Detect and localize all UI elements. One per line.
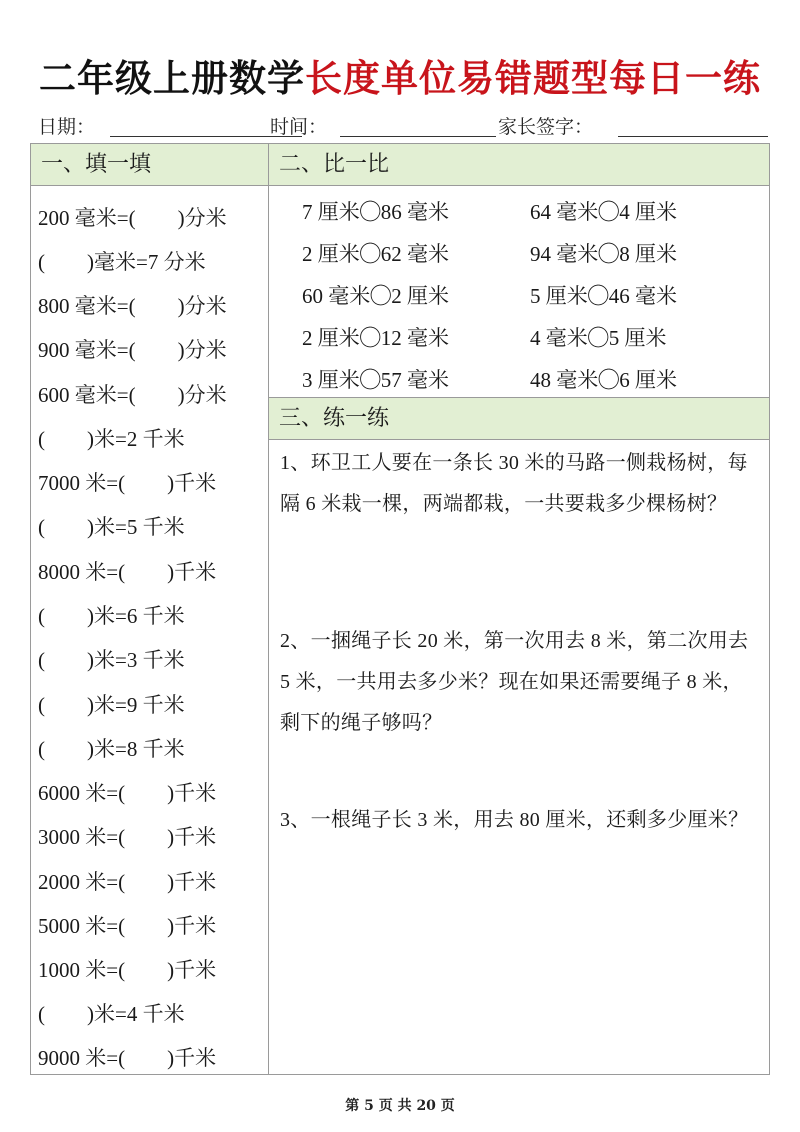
compare-item: 3 厘米◯57 毫米 xyxy=(302,368,449,392)
compare-item: 7 厘米◯86 毫米 xyxy=(302,200,449,224)
fill-item: 8000 米=( )千米 xyxy=(38,560,217,584)
title-topic: 长度单位易错题型每日一练 xyxy=(305,57,761,100)
info-row xyxy=(38,112,768,140)
fill-item: ( )米=5 千米 xyxy=(38,515,185,539)
word-problem: 2、一捆绳子长 20 米，第一次用去 8 米，第二次用去 5 米，一共用去多少米？现在如果还需要绳子 8 米，剩下的绳子够吗？ xyxy=(280,630,749,734)
word-problem: 1、环卫工人要在一条长 30 米的马路一侧栽杨树，每隔 6 米栽一棵，两端都栽，一共要栽多少棵杨树？ xyxy=(280,452,748,515)
parent-signature-field[interactable] xyxy=(618,136,768,137)
fill-item: 200 毫米=( )分米 xyxy=(38,206,227,230)
parent-signature-label: 家长签字： xyxy=(498,116,594,138)
fill-item: 9000 米=( )千米 xyxy=(38,1046,217,1070)
compare-item: 48 毫米◯6 厘米 xyxy=(530,368,677,392)
time-label: 时间： xyxy=(270,116,328,138)
fill-item: ( )毫米=7 分米 xyxy=(38,250,206,274)
fill-item: ( )米=3 千米 xyxy=(38,648,185,672)
compare-item: 94 毫米◯8 厘米 xyxy=(530,242,677,266)
compare-item: 4 毫米◯5 厘米 xyxy=(530,326,667,350)
compare-item: 5 厘米◯46 毫米 xyxy=(530,284,677,308)
fill-item: ( )米=8 千米 xyxy=(38,737,185,761)
fill-item: ( )米=9 千米 xyxy=(38,693,185,717)
fill-item: ( )米=6 千米 xyxy=(38,604,185,628)
word-problem: 3、一根绳子长 3 米，用去 80 厘米，还剩多少厘米？ xyxy=(280,809,749,831)
fill-item: 900 毫米=( )分米 xyxy=(38,338,227,362)
fill-item: 800 毫米=( )分米 xyxy=(38,294,227,318)
fill-item: ( )米=2 千米 xyxy=(38,427,185,451)
fill-item: 6000 米=( )千米 xyxy=(38,781,217,805)
date-label: 日期： xyxy=(38,116,96,138)
compare-item: 2 厘米◯62 毫米 xyxy=(302,242,449,266)
column-divider xyxy=(268,143,269,1075)
fill-item: 1000 米=( )千米 xyxy=(38,958,217,982)
section2-heading: 二、比一比 xyxy=(269,144,769,186)
page-title xyxy=(0,48,800,102)
section1-heading: 一、填一填 xyxy=(31,144,268,186)
time-field[interactable] xyxy=(340,136,496,137)
page-number: 第 5 页 共 20 页 xyxy=(345,1098,455,1114)
fill-item: ( )米=4 千米 xyxy=(38,1002,185,1026)
compare-item: 60 毫米◯2 厘米 xyxy=(302,284,449,308)
section3-heading: 三、练一练 xyxy=(269,398,769,440)
compare-item: 64 毫米◯4 厘米 xyxy=(530,200,677,224)
fill-item: 7000 米=( )千米 xyxy=(38,471,217,495)
compare-item: 2 厘米◯12 毫米 xyxy=(302,326,449,350)
fill-item: 600 毫米=( )分米 xyxy=(38,383,227,407)
title-grade: 二年级上册数学 xyxy=(39,57,305,100)
fill-item: 5000 米=( )千米 xyxy=(38,914,217,938)
fill-item: 3000 米=( )千米 xyxy=(38,825,217,849)
fill-item: 2000 米=( )千米 xyxy=(38,870,217,894)
